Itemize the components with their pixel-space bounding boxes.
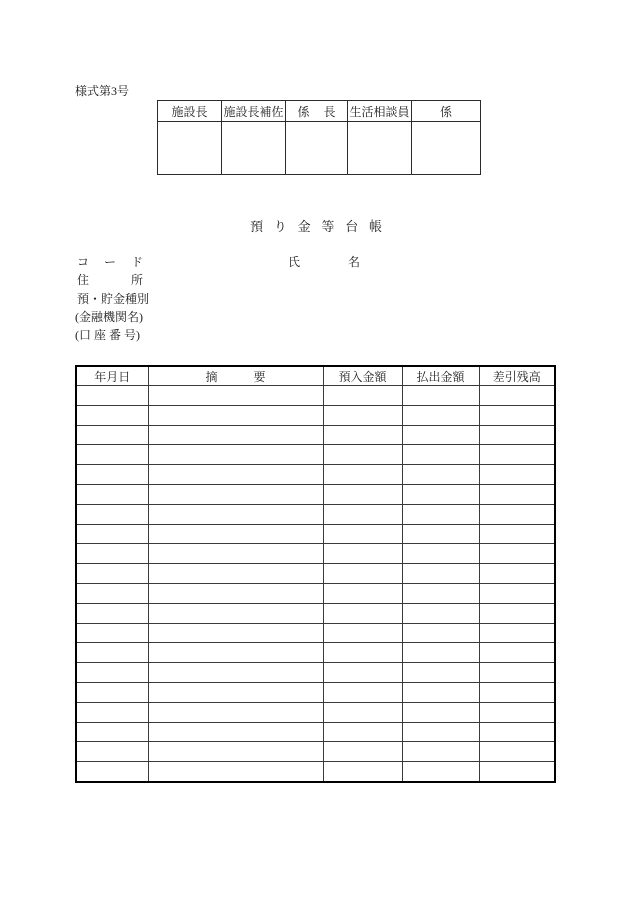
ledger-cell-empty [323,583,402,603]
ledger-cell-empty [402,643,479,663]
ledger-row [76,742,555,762]
ledger-cell-empty [323,663,402,683]
ledger-row [76,405,555,425]
ledger-row [76,425,555,445]
ledger-cell-empty [402,663,479,683]
ledger-cell-empty [148,643,323,663]
ledger-row [76,643,555,663]
ledger-cell-empty [479,544,555,564]
ledger-cell-empty [148,425,323,445]
ledger-cell-empty [323,386,402,406]
ledger-cell-empty [323,603,402,623]
address-label: 住所 [77,273,143,287]
ledger-cell-empty [402,465,479,485]
ledger-cell-empty [76,742,148,762]
page-title: 預り金等台帳 [250,219,382,234]
approval-header-facility-director: 施設長 [158,101,222,122]
ledger-cell-empty [148,663,323,683]
ledger-cell-empty [76,405,148,425]
ledger-cell-empty [479,405,555,425]
ledger-row [76,524,555,544]
ledger-cell-empty [402,504,479,524]
ledger-cell-empty [479,623,555,643]
ledger-cell-empty [76,425,148,445]
ledger-cell-empty [323,465,402,485]
ledger-cell-empty [402,484,479,504]
ledger-cell-empty [323,524,402,544]
ledger-cell-empty [76,484,148,504]
approval-stamp-table [157,100,481,175]
ledger-cell-empty [76,643,148,663]
ledger-cell-empty [148,742,323,762]
ledger-row [76,445,555,465]
ledger-cell-empty [148,583,323,603]
ledger-cell-empty [148,484,323,504]
ledger-cell-empty [148,465,323,485]
ledger-cell-empty [402,702,479,722]
ledger-cell-empty [323,623,402,643]
ledger-cell-empty [148,702,323,722]
ledger-cell-empty [402,762,479,782]
ledger-cell-empty [479,702,555,722]
ledger-cell-empty [76,722,148,742]
ledger-cell-empty [479,682,555,702]
approval-header-staff: 係 [412,101,481,122]
ledger-cell-empty [76,603,148,623]
ledger-cell-empty [323,762,402,782]
ledger-cell-empty [479,484,555,504]
ledger-cell-empty [479,445,555,465]
ledger-row [76,544,555,564]
ledger-cell-empty [479,643,555,663]
ledger-cell-empty [479,722,555,742]
ledger-cell-empty [76,445,148,465]
ledger-cell-empty [479,425,555,445]
ledger-cell-empty [402,583,479,603]
ledger-row [76,484,555,504]
ledger-cell-empty [479,742,555,762]
ledger-row [76,702,555,722]
ledger-cell-empty [323,544,402,564]
ledger-cell-empty [76,623,148,643]
ledger-cell-empty [479,465,555,485]
ledger-cell-empty [402,544,479,564]
ledger-cell-empty [148,405,323,425]
ledger-cell-empty [479,663,555,683]
ledger-cell-empty [323,425,402,445]
ledger-cell-empty [323,722,402,742]
ledger-cell-empty [402,722,479,742]
ledger-cell-empty [76,504,148,524]
ledger-row [76,762,555,782]
ledger-cell-empty [402,445,479,465]
ledger-header-withdrawal-amount: 払出金額 [402,366,479,386]
ledger-cell-empty [76,762,148,782]
ledger-cell-empty [76,386,148,406]
approval-stamp-cell [286,122,348,175]
ledger-cell-empty [323,682,402,702]
form-number-label: 様式第3号 [75,84,130,98]
ledger-cell-empty [402,425,479,445]
ledger-row [76,722,555,742]
ledger-cell-empty [148,544,323,564]
ledger-row [76,603,555,623]
ledger-cell-empty [479,524,555,544]
ledger-table [75,365,556,783]
ledger-body [76,386,555,782]
ledger-header-balance: 差引残高 [479,366,555,386]
ledger-cell-empty [479,762,555,782]
ledger-row [76,386,555,406]
ledger-cell-empty [76,663,148,683]
approval-header-section-chief: 係長 [286,101,348,122]
ledger-cell-empty [76,682,148,702]
ledger-cell-empty [76,702,148,722]
ledger-cell-empty [148,564,323,584]
ledger-cell-empty [148,722,323,742]
ledger-cell-empty [76,465,148,485]
ledger-cell-empty [148,524,323,544]
ledger-cell-empty [402,682,479,702]
ledger-cell-empty [323,564,402,584]
ledger-cell-empty [479,603,555,623]
ledger-cell-empty [323,702,402,722]
approval-stamp-cell [412,122,481,175]
ledger-cell-empty [402,623,479,643]
ledger-cell-empty [76,564,148,584]
approval-header-row [158,101,481,122]
ledger-cell-empty [323,742,402,762]
ledger-row [76,465,555,485]
account-number-label: (口 座 番 号) [75,328,140,342]
ledger-cell-empty [323,504,402,524]
approval-stamp-cell [348,122,412,175]
ledger-cell-empty [479,564,555,584]
ledger-row [76,504,555,524]
ledger-cell-empty [323,405,402,425]
approval-stamp-cell [158,122,222,175]
ledger-cell-empty [148,603,323,623]
bank-name-label: (金融機関名) [75,310,143,324]
ledger-cell-empty [148,386,323,406]
ledger-cell-empty [479,504,555,524]
ledger-cell-empty [479,386,555,406]
ledger-cell-empty [323,643,402,663]
ledger-cell-empty [402,603,479,623]
ledger-row [76,663,555,683]
ledger-cell-empty [402,564,479,584]
approval-header-life-counselor: 生活相談員 [348,101,412,122]
ledger-header-deposit-amount: 預入金額 [323,366,402,386]
ledger-row [76,564,555,584]
ledger-cell-empty [148,682,323,702]
ledger-cell-empty [148,623,323,643]
ledger-cell-empty [402,524,479,544]
ledger-row [76,682,555,702]
ledger-cell-empty [148,504,323,524]
ledger-row [76,583,555,603]
ledger-header-date: 年月日 [76,366,148,386]
ledger-cell-empty [76,583,148,603]
approval-header-deputy-director: 施設長補佐 [222,101,286,122]
approval-stamp-row [158,122,481,175]
code-label: コード [77,255,143,269]
ledger-cell-empty [402,386,479,406]
approval-stamp-cell [222,122,286,175]
ledger-cell-empty [479,583,555,603]
ledger-cell-empty [323,445,402,465]
ledger-cell-empty [76,544,148,564]
ledger-header-row [76,366,555,386]
ledger-cell-empty [402,405,479,425]
ledger-cell-empty [76,524,148,544]
ledger-cell-empty [402,742,479,762]
ledger-header-description: 摘要 [148,366,323,386]
ledger-cell-empty [148,445,323,465]
ledger-cell-empty [323,484,402,504]
deposit-type-label: 預・貯金種別 [77,292,150,306]
name-label: 氏名 [288,255,360,269]
ledger-cell-empty [148,762,323,782]
ledger-row [76,623,555,643]
